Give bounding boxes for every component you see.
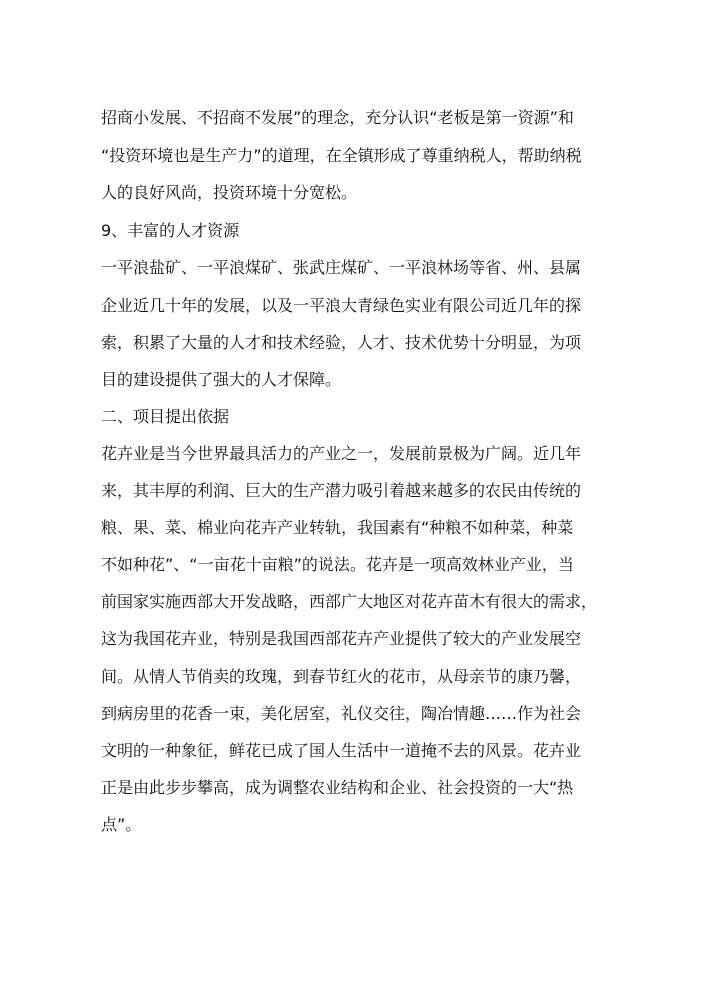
paragraph-line: 前国家实施西部大开发战略，西部广大地区对花卉苗木有很大的需求，	[101, 592, 598, 611]
paragraph-line: 到病房里的花香一束，美化居室，礼仪交往，陶冶情趣……作为社会	[101, 704, 582, 723]
paragraph-line: 粮、果、菜、棉业向花卉产业转轨，我国素有“种粮不如种菜，种菜	[101, 518, 574, 537]
paragraph-line: 间。从情人节俏卖的玫瑰，到春节红火的花市，从母亲节的康乃馨，	[101, 667, 582, 686]
paragraph-line: 目的建设提供了强大的人才保障。	[101, 370, 342, 389]
section-heading: 二、项目提出依据	[101, 407, 230, 426]
paragraph-line: 这为我国花卉业，特别是我国西部花卉产业提供了较大的产业发展空	[101, 629, 582, 648]
paragraph-line: 点”。	[101, 815, 142, 834]
paragraph-line: 索，积累了大量的人才和技术经验，人才、技术优势十分明显，为项	[101, 333, 582, 352]
paragraph-line: 人的良好风尚，投资环境十分宽松。	[101, 183, 358, 202]
paragraph-line: 一平浪盐矿、一平浪煤矿、张武庄煤矿、一平浪林场等省、州、县属	[101, 258, 582, 277]
paragraph-line: 花卉业是当今世界最具活力的产业之一，发展前景极为广阔。近几年	[101, 444, 582, 463]
section-heading: 9、丰富的人才资源	[101, 221, 240, 240]
paragraph-line: 招商小发展、不招商不发展”的理念，充分认识“老板是第一资源”和	[101, 108, 574, 127]
paragraph-line: 来，其丰厚的利润、巨大的生产潜力吸引着越来越多的农民由传统的	[101, 481, 582, 500]
paragraph-line: “投资环境也是生产力”的道理，在全镇形成了尊重纳税人，帮助纳税	[101, 146, 582, 165]
paragraph-line: 正是由此步步攀高，成为调整农业结构和企业、社会投资的一大“热	[101, 778, 574, 797]
paragraph-line: 不如种花”、“一亩花十亩粮”的说法。花卉是一项高效林业产业，当	[101, 555, 574, 574]
paragraph-line: 企业近几十年的发展，以及一平浪大青绿色实业有限公司近几年的探	[101, 296, 582, 315]
paragraph-line: 文明的一种象征，鲜花已成了国人生活中一道掩不去的风景。花卉业	[101, 741, 582, 760]
